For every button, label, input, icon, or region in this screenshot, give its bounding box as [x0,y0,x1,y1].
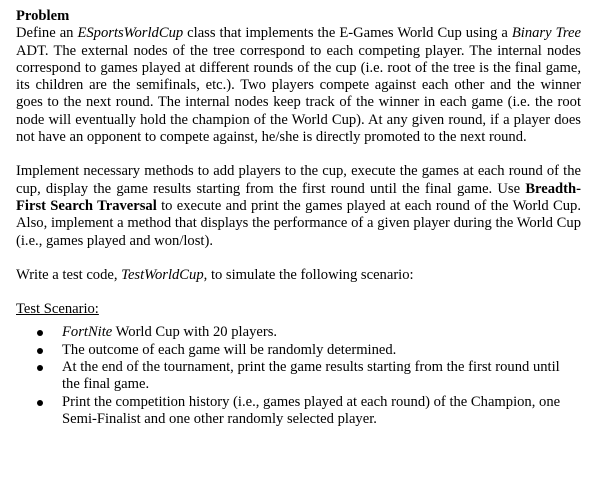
text-run: to execute and print the games played at each round of the World Cup. Also, implement a method that displays the performance of a given player during the World Cup (i.e., games played and won/lost). [16,197,581,249]
problem-description-paragraph [16,25,581,146]
list-item [16,394,581,429]
list-item-text: The outcome of each game will be randomly determined. [62,341,397,358]
bullet-icon [37,365,43,371]
bullet-icon [37,348,43,354]
list-item [16,342,581,359]
list-item-text: World Cup with 20 players. [112,324,278,341]
test-code-paragraph [16,267,581,284]
text-run: Write a test code, [16,266,122,283]
list-item [16,359,581,394]
text-run: , to simulate the following scenario: [203,266,414,283]
problem-heading: Problem [16,8,70,24]
text-run: Implement necessary methods to add players to the cup, execute the games at each round of the cup, display the game results starting from the first round until the final game. Use [16,163,581,197]
term-bfs-traversal: Breadth-First Search Traversal [16,180,581,214]
bullet-icon [37,330,43,336]
text-run: class that implements the E-Games World Cup using a [183,25,512,42]
term-binary-tree: Binary Tree [511,25,581,42]
bullet-icon [37,400,43,406]
test-scenario-heading: Test Scenario: [16,301,99,318]
game-name: FortNite [62,324,113,341]
list-item [16,324,581,341]
list-item-text: At the end of the tournament, print the game results starting from the first round until the final game. [62,359,560,393]
implementation-paragraph [16,163,581,249]
text-run: Define an [16,25,78,42]
scenario-list [16,324,581,428]
class-name-testworldcup: TestWorldCup [121,266,204,283]
class-name-esportsworldcup: ESportsWorldCup [77,25,184,42]
text-run: ADT. The external nodes of the tree correspond to each competing player. The internal nodes correspond to games played at different rounds of the cup (i.e. root of the tree is the final game, its children are the semifinals, etc.). Two players compete against each other and the winner goes to the next round. The internal nodes keep track of the winner in each game (i.e. the root node will eventually hold the champion of the World Cup). At any given round, if a player does not have an opponent to compete against, he/she is directly promoted to the next round. [16,42,581,146]
list-item-text: Print the competition history (i.e., games played at each round) of the Champion, one Semi-Finalist and one other randomly selected player. [62,393,561,427]
